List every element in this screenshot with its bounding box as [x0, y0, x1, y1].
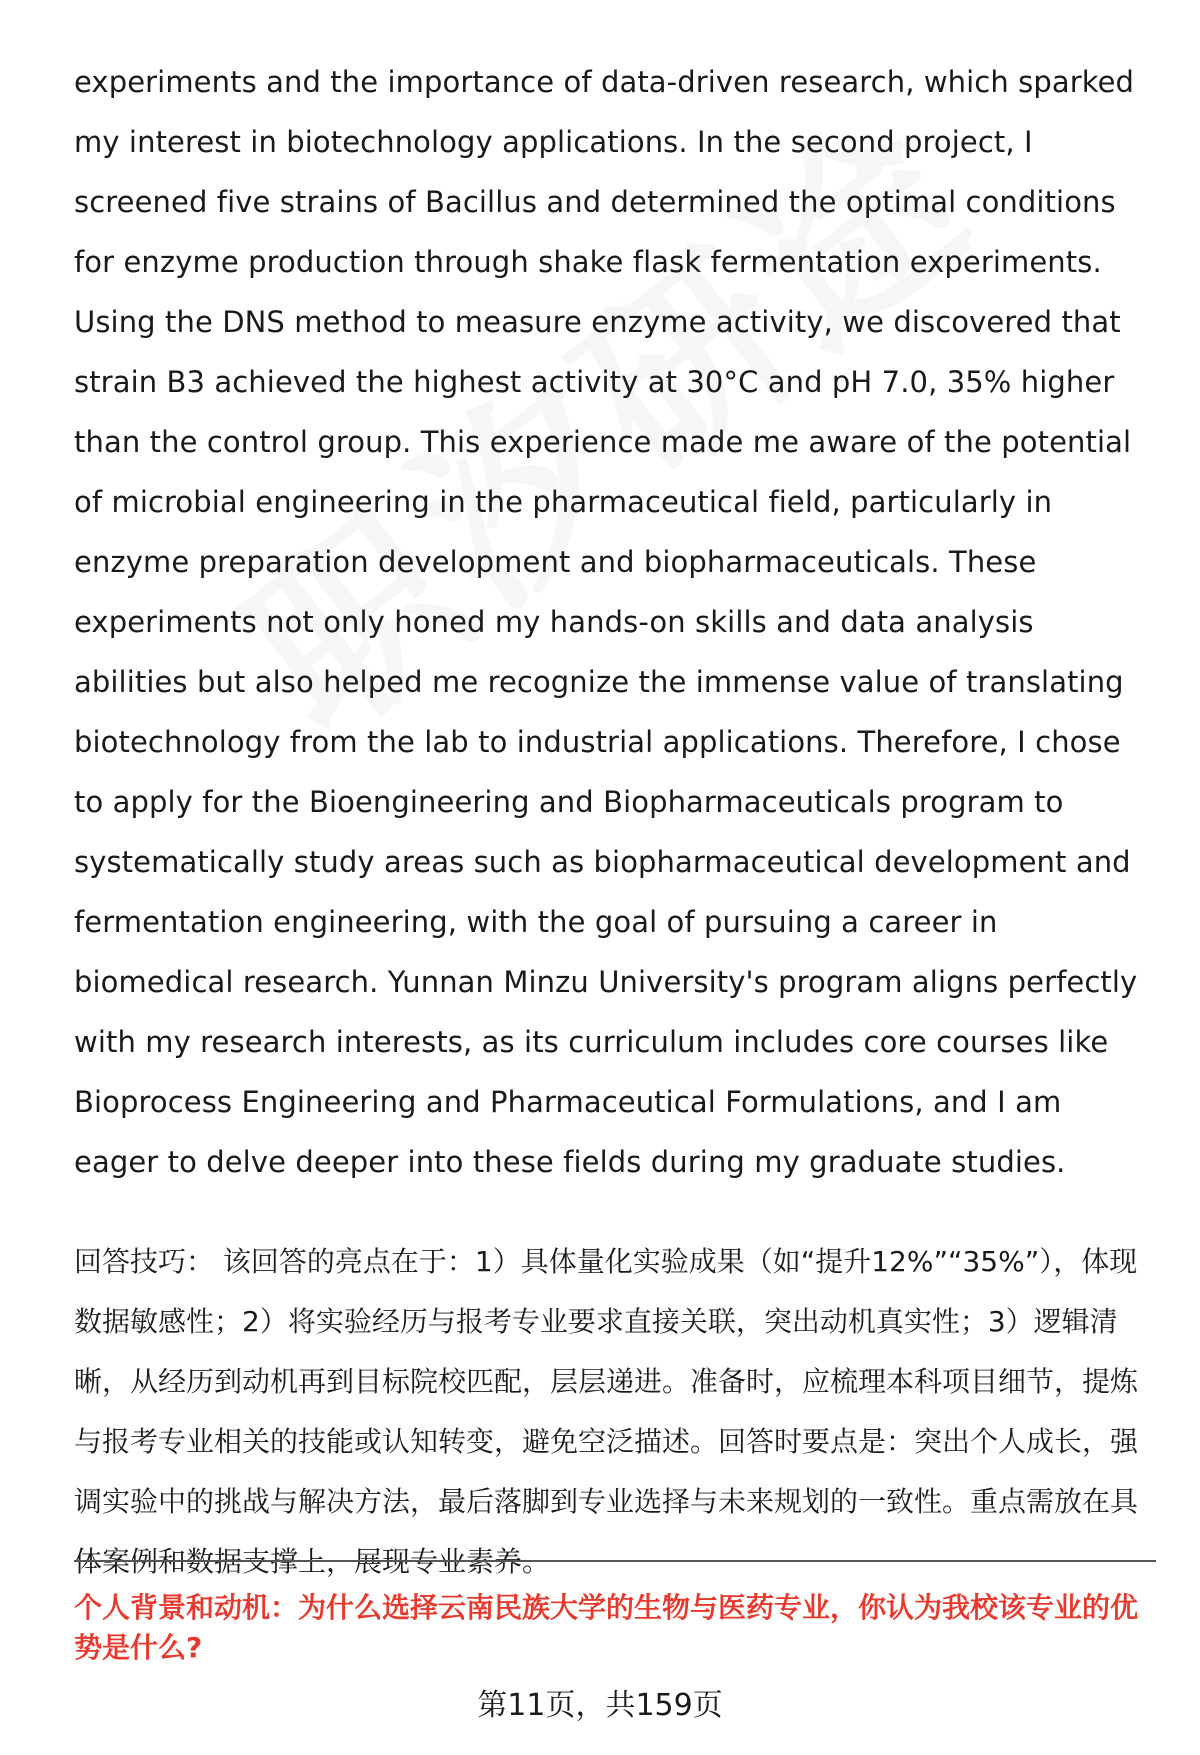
page-footer: 第11页，共159页: [477, 1688, 723, 1723]
next-question-heading: 个人背景和动机：为什么选择云南民族大学的生物与医药专业，你认为我校该专业的优势是什么?: [74, 1591, 1139, 1664]
answer-tips-text: 该回答的亮点在于：1）具体量化实验成果（如“提升12%”“35%”），体现数据敏感性；2）将实验经历与报考专业要求直接关联，突出动机真实性；3）逻辑清晰，从经历到动机再到目标院校匹配，层层递进。准备时，应梳理本科项目细节，提炼与报考专业相关的技能或认知转变，避免空泛描述。回答时要点是：突出个人成长，强调实验中的挑战与解决方法，最后落脚到专业选择与未来规划的一致性。重点需放在具体案例和数据支撑上，展现专业素养。: [74, 1245, 1139, 1578]
section-divider: [74, 1560, 1156, 1562]
answer-tips-label: 回答技巧：: [74, 1245, 215, 1278]
answer-tips: [74, 1232, 1154, 1592]
document-page: [74, 52, 1154, 1592]
body-paragraph: experiments and the importance of data-driven research, which sparked my interest in biotechnology applications. In the second project, I screened five strains of Bacillus and determined the optimal conditions for enzyme production through shake flask fermentation experiments. Using the DNS method to measure enzyme activity, we discovered that strain B3 achieved the highest activity at 30°C and pH 7.0, 35% higher than the control group. This experience made me aware of the potential of microbial engineering in the pharmaceutical field, particularly in enzyme preparation development and biopharmaceuticals. These experiments not only honed my hands-on skills and data analysis abilities but also helped me recognize the immense value of translating biotechnology from the lab to industrial applications. Therefore, I chose to apply for the Bioengineering and Biopharmaceuticals program to systematically study areas such as biopharmaceutical development and fermentation engineering, with the goal of pursuing a career in biomedical research. Yunnan Minzu University's program aligns perfectly with my research interests, as its curriculum includes core courses like Bioprocess Engineering and Pharmaceutical Formulations, and I am eager to delve deeper into these fields during my graduate studies.: [74, 65, 1138, 1179]
